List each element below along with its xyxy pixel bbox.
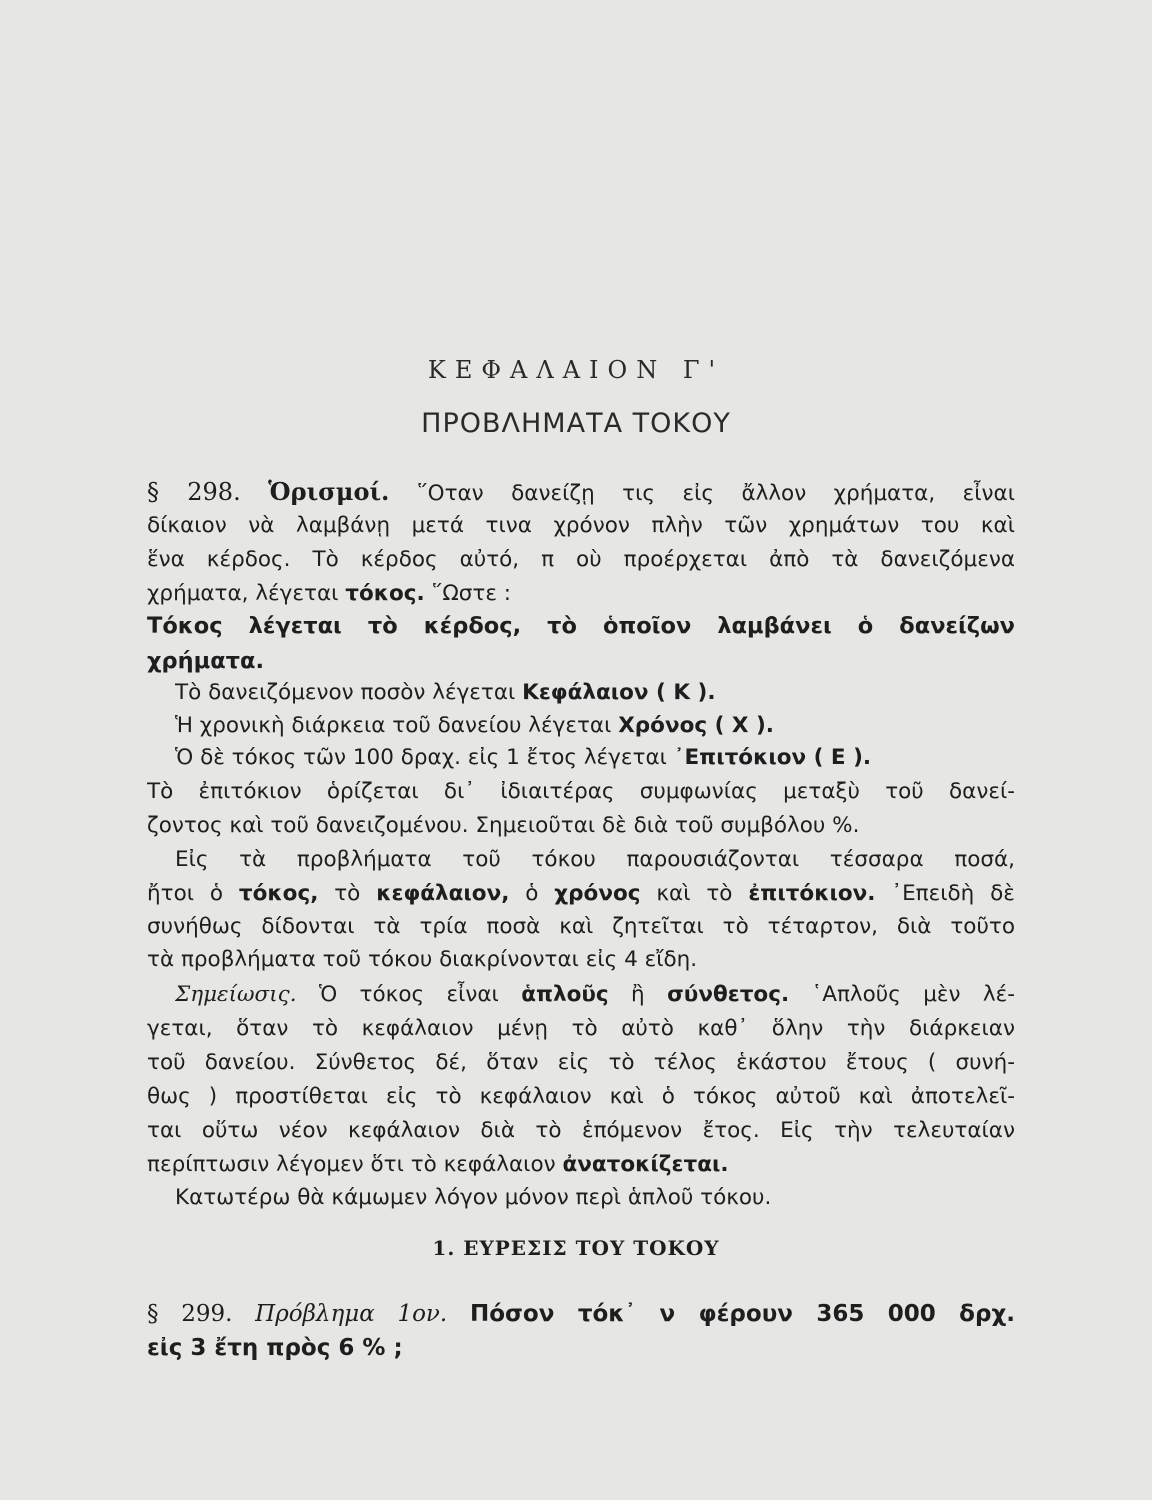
paragraph-line bbox=[175, 708, 1015, 744]
paragraph-line bbox=[147, 876, 1015, 912]
paragraph-line bbox=[147, 1147, 1015, 1183]
paragraph-line: Τὸ ἐπιτόκιον ὁρίζεται δι᾿ ἰδιαιτέρας συμφωνίας μεταξὺ τοῦ δανεί- bbox=[147, 779, 1015, 804]
problem-line: εἰς 3 ἔτη πρὸς 6 % ; bbox=[147, 1335, 403, 1361]
definition-line: Τόκος λέγεται τὸ κέρδος, τὸ ὁποῖον λαμβάνει ὁ δανείζων bbox=[147, 613, 1015, 639]
chapter-heading: ΚΕΦΑΛΑΙΟΝ Γ' bbox=[427, 356, 725, 384]
text-span: ῾Απλοῦς μὲν λέ- bbox=[811, 982, 1015, 1007]
paragraph-line: τοῦ δανείου. Σύνθετος δέ, ὅταν εἰς τὸ τέλος ἑκάστου ἔτους ( συνή- bbox=[147, 1050, 1015, 1075]
text-span: χρήματα, λέγεται bbox=[147, 581, 339, 606]
text-span: τὸ bbox=[334, 881, 361, 906]
text-span: Ἡ χρονικὴ διάρκεια τοῦ δανείου λέγεται bbox=[175, 713, 612, 738]
text-span: Τὸ δανειζόμενον ποσὸν λέγεται bbox=[175, 680, 516, 705]
problem-label: Πρόβλημα 1ον. bbox=[255, 1301, 448, 1327]
term-time: Χρόνος ( Χ ). bbox=[618, 713, 774, 738]
text-span: ᾿Επειδὴ δὲ bbox=[891, 881, 1015, 906]
text-span: ῞Οταν δανείζῃ τις εἰς ἄλλον χρήματα, εἶναι bbox=[416, 481, 1015, 506]
paragraph-line bbox=[175, 675, 1015, 711]
term-time: χρόνος bbox=[554, 881, 641, 906]
paragraph-line bbox=[175, 740, 1015, 776]
text-span: Ὁ τόκος εἶναι bbox=[318, 982, 499, 1007]
paragraph-line bbox=[147, 474, 1015, 512]
term-interest: τόκος, bbox=[238, 881, 319, 906]
paragraph-line: Εἰς τὰ προβλήματα τοῦ τόκου παρουσιάζονται τέσσαρα ποσά, bbox=[175, 847, 1015, 872]
paragraph-line: ζοντος καὶ τοῦ δανειζομένου. Σημειοῦται δὲ διὰ τοῦ συμβόλου %. bbox=[147, 813, 860, 838]
term-compounded: ἀνατοκίζεται. bbox=[562, 1152, 729, 1177]
text-span: ῞Ωστε : bbox=[431, 581, 512, 606]
section-heading: 1. ΕΥΡΕΣΙΣ ΤΟΥ ΤΟΚΟΥ bbox=[432, 1236, 720, 1260]
paragraph-line: δίκαιον νὰ λαμβάνῃ μετά τινα χρόνον πλὴν τῶν χρημάτων του καὶ bbox=[147, 513, 1015, 538]
problem-question: Πόσον τόκ᾿ ν φέρουν 365 000 δρχ. bbox=[469, 1301, 1015, 1327]
text-span: ὁ bbox=[525, 881, 539, 906]
paragraph-line: Κατωτέρω θὰ κάμωμεν λόγον μόνον περὶ ἁπλοῦ τόκου. bbox=[175, 1185, 772, 1210]
term-capital: Κεφάλαιον ( Κ ). bbox=[522, 680, 716, 705]
text-span: καὶ τὸ bbox=[656, 881, 733, 906]
term-compound: σύνθετος. bbox=[667, 982, 790, 1007]
section-heading-definitions: Ὁρισμοί. bbox=[268, 477, 390, 506]
paragraph-line: γεται, ὅταν τὸ κεφάλαιον μένῃ τὸ αὐτὸ καθ᾿ ὅλην τὴν διάρκειαν bbox=[147, 1016, 1015, 1041]
text-span: Ὁ δὲ τόκος τῶν 100 δραχ. εἰς 1 ἔτος λέγεται bbox=[175, 745, 667, 770]
section-number: § 299. bbox=[147, 1301, 233, 1327]
paragraph-line bbox=[147, 576, 1015, 612]
text-span: περίπτωσιν λέγομεν ὅτι τὸ κεφάλαιον bbox=[147, 1152, 556, 1177]
text-span: ἤτοι ὁ bbox=[147, 881, 224, 906]
note-label: Σημείωσις. bbox=[175, 982, 297, 1007]
term-interest: τόκος. bbox=[345, 581, 425, 606]
page-title: ΠΡΟΒΛΗΜΑΤΑ ΤΟΚΟΥ bbox=[421, 408, 731, 439]
paragraph-line bbox=[175, 977, 1015, 1013]
section-number: § 298. bbox=[147, 478, 241, 506]
term-rate: ᾿Επιτόκιον ( Ε ). bbox=[673, 745, 872, 770]
term-capital: κεφάλαιον, bbox=[376, 881, 510, 906]
paragraph-line: τὰ προβλήματα τοῦ τόκου διακρίνονται εἰς 4 εἴδη. bbox=[147, 947, 698, 972]
problem-line bbox=[147, 1296, 1015, 1332]
definition-line: χρήματα. bbox=[147, 648, 265, 674]
text-span: ἢ bbox=[631, 982, 645, 1007]
paragraph-line: θως ) προστίθεται εἰς τὸ κεφάλαιον καὶ ὁ τόκος αὐτοῦ καὶ ἀποτελεῖ- bbox=[147, 1084, 1015, 1109]
paragraph-line: συνήθως δίδονται τὰ τρία ποσὰ καὶ ζητεῖται τὸ τέταρτον, διὰ τοῦτο bbox=[147, 914, 1015, 939]
paragraph-line: ἕνα κέρδος. Τὸ κέρδος αὐτό, π οὺ προέρχεται ἀπὸ τὰ δανειζόμενα bbox=[147, 547, 1015, 572]
term-simple: ἁπλοῦς bbox=[521, 982, 609, 1007]
term-rate: ἐπιτόκιον. bbox=[748, 881, 876, 906]
paragraph-line: ται οὕτω νέον κεφάλαιον διὰ τὸ ἑπόμενον ἔτος. Εἰς τὴν τελευταίαν bbox=[147, 1118, 1015, 1143]
